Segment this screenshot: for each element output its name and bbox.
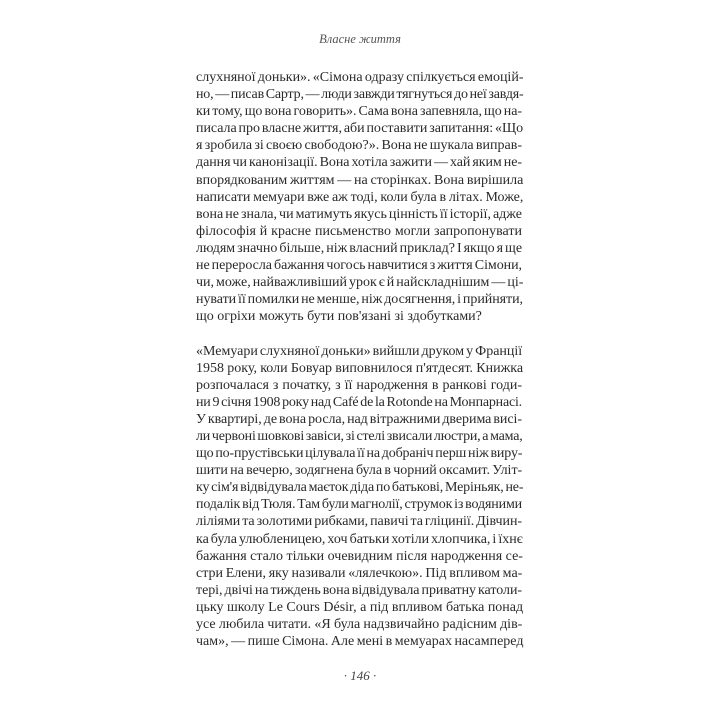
text-line: тері, двічі на тиждень вона відвідувала приватну католи- [196,582,522,598]
text-line: подалік від Тюля. Там були магнолії, струмок із водяними [196,497,522,513]
text-line: писала про власне життя, аби поставити запитання: «Що [196,121,524,137]
text-line: що по-прустівськи цілувала її на добраніч перш ніж виру- [196,446,523,462]
paragraph-gap [196,325,522,342]
text-line: ка була улюбленицею, хоч батьки хотіли хлопчика, і їхнє [196,531,523,547]
text-line: но, — писав Сартр, — люди завжди тягнуться до неї завдя- [196,87,524,103]
text-line: не переросла бажання чогось навчитися з життя Сімони, [196,258,522,274]
text-line: У квартирі, де вона росла, над вітражними дверима висі- [196,411,522,427]
text-line: бажання стало тільки очевидним після народження се- [196,548,523,564]
text-line: цьку школу Le Cours Désir, а під впливом батька понад [196,599,524,615]
running-header: Власне життя [319,32,401,46]
text-line: чи, може, найважливіший урок є й найскладнішим — ці- [196,275,524,291]
text-line: чам», — пише Сімона. Але мені в мемуарах насамперед [196,634,524,650]
text-line: впорядкованим життям — на сторінках. Вона вирішила [196,172,524,188]
text-line: ли червоні шовкові завіси, зі стелі звисали люстри, а мама, [196,428,523,444]
text-line: ку сім'я відвідувала маєток діда по батькові, Меріньяк, не- [196,480,524,496]
body-text [196,69,522,650]
page-number: · 146 · [343,668,377,683]
text-line: 1958 року, коли Бовуар виповнилося п'ятдесят. Книжка [196,360,524,376]
text-line: я зробила зі своєю свободою?». Вона не шукала виправ- [196,138,522,154]
text-line: філософія й красне письменство могли запропонувати [196,223,522,239]
text-line: людям значно більше, ніж власний приклад? І якщо я ще [196,240,523,256]
text-line: нувати її помилки не менше, ніж досягнення, і прийняти, [196,292,523,308]
text-line: ліліями та золотими рибками, павичі та гліцинії. Дівчин- [196,514,522,530]
text-line: стри Елени, яку називали «лялечкою». Під впливом ма- [196,565,523,581]
paragraph-2 [196,343,522,651]
text-line: дання чи канонізації. Вона хотіла зажити — хай яким не- [196,155,522,171]
text-line: «Мемуари слухняної доньки» вийшли друком у Франції [196,343,523,359]
text-line: написати мемуари вже аж тоді, коли була в літах. Може, [196,189,524,205]
text-line: вона не знала, чи матимуть якусь цінність її історії, адже [196,206,522,222]
text-line: ни 9 січня 1908 року над Café de la Rotonde на Монпарнасі. [196,394,522,410]
text-line: слухняної доньки». «Сімона одразу спілкується емоцій- [196,70,524,85]
paragraph-1 [196,69,522,325]
text-line: ки тому, що вона говорить». Сама вона запевняла, що на- [196,104,522,120]
text-line: що огріхи можуть бути пов'язані зі здобутками? [196,309,482,325]
text-line: шити на вечерю, зодягнена була в чорний оксамит. Уліт- [196,463,523,479]
text-line: усе любила читати. «Я була надзвичайно радісним дів- [196,617,523,632]
text-line: розпочалася з початку, з її народження в ранкові годи- [196,377,522,393]
